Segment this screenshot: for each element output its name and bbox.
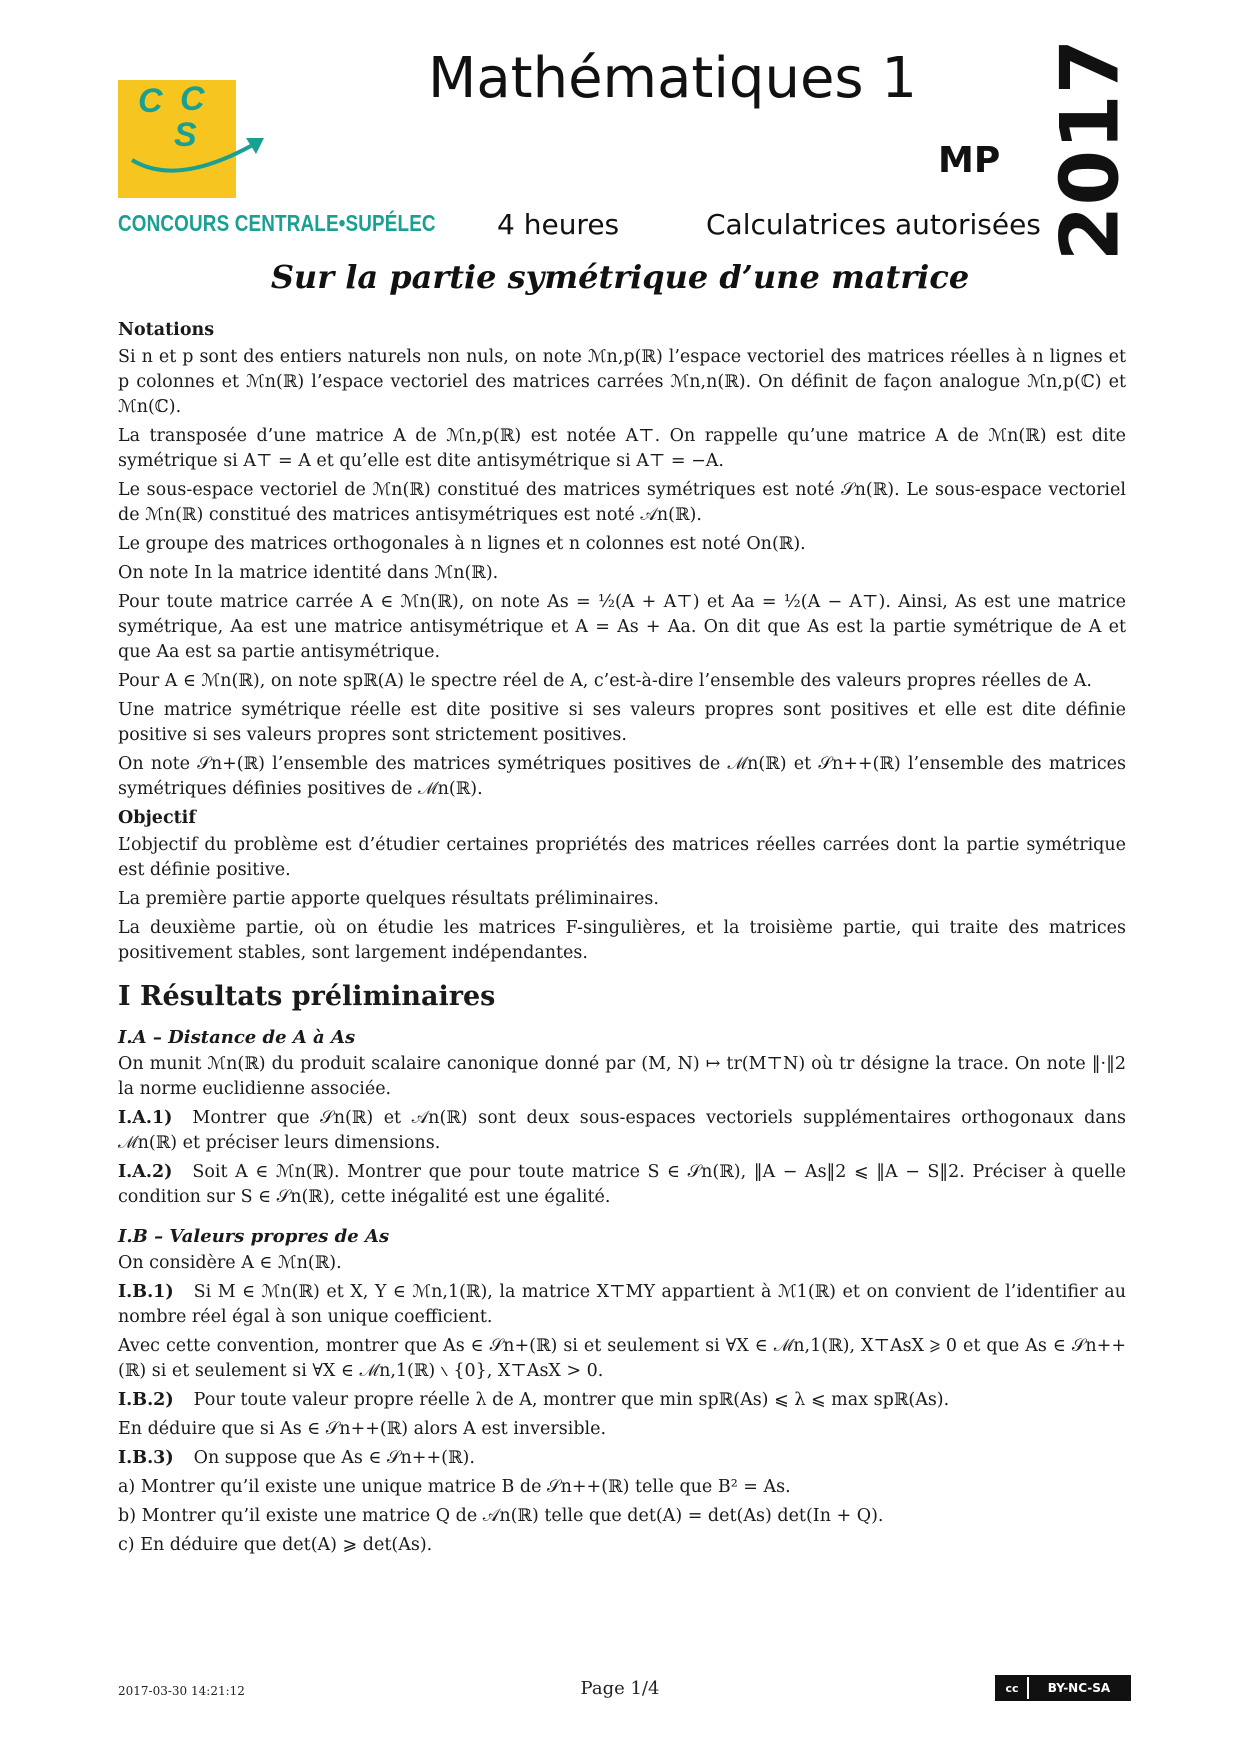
notations-paragraph: Pour toute matrice carrée A ∈ ℳn(ℝ), on note As = ½(A + A⊤) et Aa = ½(A − A⊤). Ainsi, As est une matrice symétrique, Aa est une matrice antisymétrique et A = As + Aa. On dit que As est la partie symétrique de A et que Aa est sa partie antisymétrique. [118, 592, 1126, 662]
section-IA-intro: On munit ℳn(ℝ) du produit scalaire canonique donné par (M, N) ↦ tr(M⊤N) où tr désigne la trace. On note ‖·‖2 la norme euclidienne associée. [118, 1054, 1126, 1099]
question-label: I.A.1) [118, 1108, 173, 1128]
notations-paragraph: La transposée d’une matrice A de ℳn,p(ℝ) est notée A⊤. On rappelle qu’une matrice A de ℳn(ℝ) est dite symétrique si A⊤ = A et qu’elle est dite antisymétrique si A⊤ = −A. [118, 426, 1126, 471]
question-text: On suppose que As ∈ 𝒮n++(ℝ). [193, 1448, 475, 1468]
calculators-label: Calculatrices autorisées [706, 208, 1041, 241]
year-label [1043, 38, 1137, 262]
year-text: 2017 [1043, 38, 1137, 262]
objectif-paragraph: L’objectif du problème est d’étudier certaines propriétés des matrices réelles carrées dont la partie symétrique est définie positive. [118, 835, 1126, 880]
document-title: Sur la partie symétrique d’une matrice [270, 258, 970, 296]
objectif-paragraph: La deuxième partie, où on étudie les matrices F-singulières, et la troisième partie, qui traite des matrices positivement stables, sont largement indépendantes. [118, 918, 1126, 963]
license-text: BY-NC-SA [1027, 1677, 1129, 1699]
section-IB-heading: I.B – Valeurs propres de As [118, 1226, 390, 1247]
question-IB3 [118, 1446, 1126, 1471]
question-label: I.B.2) [118, 1390, 174, 1410]
document-body [118, 318, 1126, 1562]
duration-label: 4 heures [497, 208, 620, 241]
logo-letter-c2: C [180, 80, 205, 118]
logo-letter-s: S [174, 116, 197, 154]
subquestion-a: a) Montrer qu’il existe une unique matrice B de 𝒮n++(ℝ) telle que B² = As. [118, 1477, 791, 1497]
concours-logo [118, 80, 236, 198]
question-text: Soit A ∈ ℳn(ℝ). Montrer que pour toute matrice S ∈ 𝒮n(ℝ), ‖A − As‖2 ⩽ ‖A − S‖2. Préciser à quelle condition sur S ∈ 𝒮n(ℝ), cette inégalité est une égalité. [118, 1162, 1126, 1207]
question-IB1-continuation: Avec cette convention, montrer que As ∈ 𝒮n+(ℝ) si et seulement si ∀X ∈ ℳn,1(ℝ), X⊤AsX ⩾ 0 et que As ∈ 𝒮n++(ℝ) si et seulement si ∀X ∈ ℳn,1(ℝ) ∖ {0}, X⊤AsX > 0. [118, 1336, 1126, 1381]
logo-letter-c1: C [138, 82, 163, 120]
footer-page-number: Page 1/4 [580, 1678, 660, 1699]
subquestion-c: c) En déduire que det(A) ⩾ det(As). [118, 1535, 433, 1555]
cc-icon: cc [997, 1677, 1027, 1699]
license-badge [995, 1675, 1131, 1701]
logo-swoosh-icon [118, 80, 268, 198]
question-label: I.B.3) [118, 1448, 174, 1468]
question-IB2 [118, 1388, 1126, 1413]
notations-paragraph: Pour A ∈ ℳn(ℝ), on note spℝ(A) le spectre réel de A, c’est-à-dire l’ensemble des valeurs propres réelles de A. [118, 671, 1092, 691]
section-IA-heading: I.A – Distance de A à As [118, 1027, 356, 1048]
question-label: I.B.1) [118, 1282, 174, 1302]
objectif-paragraph: La première partie apporte quelques résultats préliminaires. [118, 889, 659, 909]
question-label: I.A.2) [118, 1162, 173, 1182]
question-IA1 [118, 1106, 1126, 1156]
subject-title: Mathématiques 1 [428, 46, 918, 111]
question-text: Pour toute valeur propre réelle λ de A, montrer que min spℝ(As) ⩽ λ ⩽ max spℝ(As). [193, 1390, 950, 1410]
objectif-heading: Objectif [118, 808, 196, 828]
notations-paragraph: On note In la matrice identité dans ℳn(ℝ). [118, 563, 499, 583]
logo-text: CONCOURS CENTRALE•SUPÉLEC [118, 210, 436, 236]
track-label: MP [938, 140, 1001, 181]
question-text: Si M ∈ ℳn(ℝ) et X, Y ∈ ℳn,1(ℝ), la matrice X⊤MY appartient à ℳ1(ℝ) et on convient de l’identifier au nombre réel égal à son unique coefficient. [118, 1282, 1126, 1327]
notations-paragraph: On note 𝒮n+(ℝ) l’ensemble des matrices symétriques positives de ℳn(ℝ) et 𝒮n++(ℝ) l’ensemble des matrices symétriques définies positives de ℳn(ℝ). [118, 754, 1126, 799]
question-IA2 [118, 1160, 1126, 1210]
subquestion-b: b) Montrer qu’il existe une matrice Q de 𝒜n(ℝ) telle que det(A) = det(As) det(In + Q). [118, 1506, 884, 1526]
notations-paragraph: Une matrice symétrique réelle est dite positive si ses valeurs propres sont positives et elle est dite définie positive si ses valeurs propres sont strictement positives. [118, 700, 1126, 745]
notations-heading: Notations [118, 320, 215, 340]
section-IB-intro: On considère A ∈ ℳn(ℝ). [118, 1253, 342, 1273]
question-IB2-continuation: En déduire que si As ∈ 𝒮n++(ℝ) alors A est inversible. [118, 1419, 607, 1439]
question-text: Montrer que 𝒮n(ℝ) et 𝒜n(ℝ) sont deux sous-espaces vectoriels supplémentaires orthogonaux dans ℳn(ℝ) et préciser leurs dimensions. [118, 1108, 1126, 1153]
question-IB1 [118, 1280, 1126, 1330]
notations-paragraph: Si n et p sont des entiers naturels non nuls, on note ℳn,p(ℝ) l’espace vectoriel des matrices réelles à n lignes et p colonnes et ℳn(ℝ) l’espace vectoriel des matrices carrées ℳn,n(ℝ). On définit de façon analogue ℳn,p(ℂ) et ℳn(ℂ). [118, 347, 1126, 417]
footer-timestamp: 2017-03-30 14:21:12 [118, 1684, 245, 1698]
notations-paragraph: Le sous-espace vectoriel de ℳn(ℝ) constitué des matrices symétriques est noté 𝒮n(ℝ). Le sous-espace vectoriel de ℳn(ℝ) constitué des matrices antisymétriques est noté 𝒜n(ℝ). [118, 480, 1126, 525]
part1-heading: I Résultats préliminaires [118, 981, 496, 1012]
notations-paragraph: Le groupe des matrices orthogonales à n lignes et n colonnes est noté On(ℝ). [118, 534, 806, 554]
